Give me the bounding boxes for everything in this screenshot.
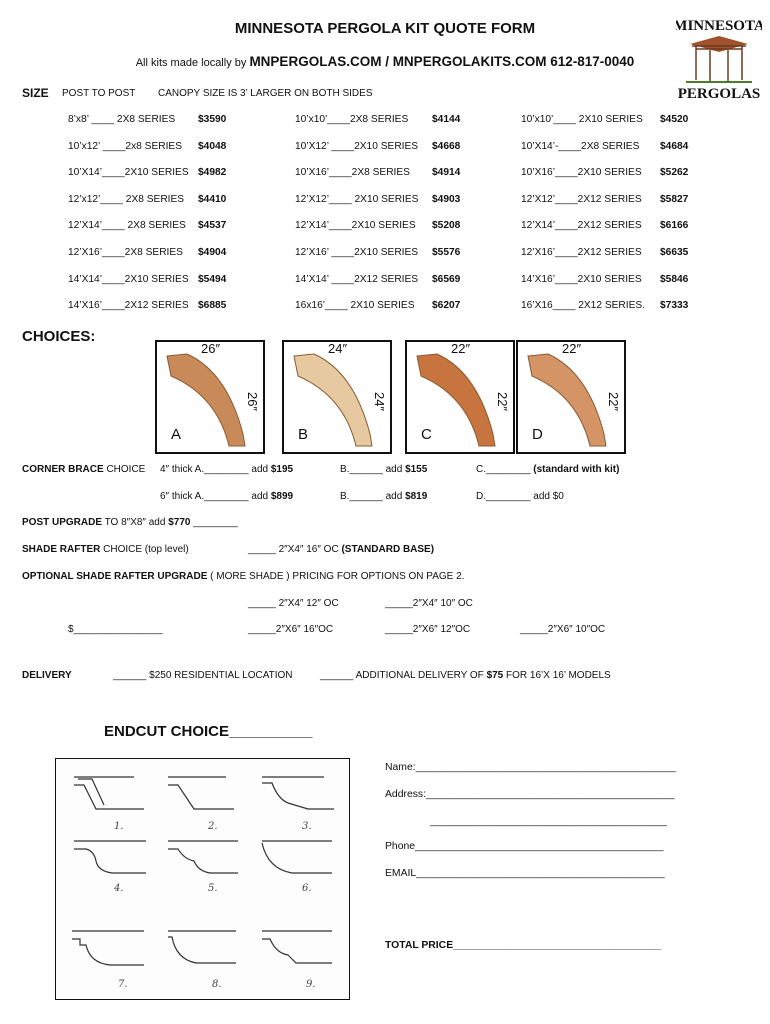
size-price-3-7: $5846: [660, 273, 689, 285]
size-price-3-5: $6166: [660, 220, 689, 232]
size-option-3-4[interactable]: 12’X12’____2X12 SERIES: [521, 193, 642, 205]
size-option-1-7[interactable]: 14’X14’____2X10 SERIES: [68, 273, 189, 285]
size-price-1-2: $4048: [198, 140, 227, 152]
website-and-phone: MNPERGOLAS.COM / MNPERGOLAKITS.COM 612-817-0040: [249, 54, 635, 69]
endcut-number-8: 8.: [212, 979, 222, 990]
shade-option-2x4-10[interactable]: _____2″X4″ 10″ OC: [385, 598, 473, 609]
size-option-3-3[interactable]: 10’X16’____2X10 SERIES: [521, 167, 642, 179]
size-option-1-5[interactable]: 12’X14’____ 2X8 SERIES: [68, 220, 186, 232]
size-option-3-1[interactable]: 10’x10’____ 2X10 SERIES: [521, 114, 643, 125]
size-price-1-8: $6885: [198, 300, 227, 312]
post-to-post-label: POST TO POST: [62, 88, 136, 99]
brace-side-dimension: 26″: [245, 391, 261, 412]
shade-price-blank[interactable]: $________________: [68, 624, 163, 635]
size-price-2-6: $5576: [432, 247, 461, 258]
size-price-1-6: $4904: [198, 247, 227, 258]
size-label: SIZE: [22, 86, 49, 100]
endcut-8-shape: [168, 931, 236, 963]
delivery-additional[interactable]: ______ ADDITIONAL DELIVERY OF $75 FOR 16’X 16’ MODELS: [320, 670, 611, 681]
brace-letter: A: [171, 426, 182, 443]
size-option-2-3[interactable]: 10’X16’____2X8 SERIES: [295, 167, 410, 179]
subtitle: [0, 54, 770, 69]
size-option-2-2[interactable]: 10’X12’ ____2X10 SERIES: [295, 140, 419, 152]
delivery-residential[interactable]: ______ $250 RESIDENTIAL LOCATION: [113, 670, 293, 681]
size-option-3-5[interactable]: 12’X14’____2X12 SERIES: [521, 220, 642, 232]
shade-option-2x4-12[interactable]: _____ 2″X4″ 12″ OC: [248, 598, 339, 609]
size-price-3-1: $4520: [660, 114, 689, 125]
endcut-7-shape: [72, 931, 144, 965]
canopy-note: CANOPY SIZE IS 3’ LARGER ON BOTH SIDES: [158, 88, 373, 99]
six-inch-option-b[interactable]: B.______ add $819: [340, 491, 428, 502]
brace-letter: B: [298, 426, 309, 443]
endcut-2-shape: [168, 777, 234, 809]
size-option-2-6[interactable]: 12’X16’ ____2X10 SERIES: [295, 247, 419, 258]
endcut-number-4: 4.: [114, 883, 124, 894]
brace-side-dimension: 22″: [495, 391, 511, 412]
endcut-number-7: 7.: [118, 979, 128, 990]
minnesota-pergolas-logo: [676, 14, 762, 102]
size-option-3-6[interactable]: 12’X16’____2X12 SERIES: [521, 247, 642, 258]
size-option-2-5[interactable]: 12’X14’____2X10 SERIES: [295, 220, 416, 232]
endcut-number-1: 1.: [114, 821, 124, 832]
brace-top-dimension: 26″: [201, 341, 221, 356]
four-inch-option-c[interactable]: C.________ (standard with kit): [476, 464, 620, 475]
brace-option-d[interactable]: [516, 340, 626, 454]
address-line-2-field[interactable]: _________________________________________: [430, 816, 667, 827]
logo-text-bottom: PERGOLAS: [677, 86, 761, 102]
size-price-1-3: $4982: [198, 167, 227, 179]
size-price-1-4: $4410: [198, 193, 227, 205]
size-price-1-1: $3590: [198, 114, 227, 125]
brace-letter: C: [421, 426, 432, 443]
size-price-2-8: $6207: [432, 300, 461, 312]
six-inch-option-a[interactable]: 6″ thick A.________ add $899: [160, 491, 294, 502]
endcut-choice-label[interactable]: ENDCUT CHOICE__________: [104, 723, 313, 740]
shade-rafter-label: SHADE RAFTER CHOICE (top level): [22, 544, 189, 555]
size-option-3-7[interactable]: 14’X16’____2X10 SERIES: [521, 273, 642, 285]
brace-top-dimension: 24″: [328, 341, 348, 356]
size-price-3-4: $5827: [660, 193, 689, 205]
size-price-1-5: $4537: [198, 220, 227, 232]
size-price-2-1: $4144: [432, 114, 461, 125]
size-price-2-7: $6569: [432, 273, 461, 285]
logo-text-top: MINNESOTA: [676, 18, 762, 34]
email-field[interactable]: EMAIL___________________________________________: [385, 868, 665, 879]
brace-option-b[interactable]: [282, 340, 392, 454]
size-option-2-8[interactable]: 16x16’____ 2X10 SERIES: [295, 300, 415, 312]
name-field[interactable]: Name:_____________________________________________: [385, 762, 676, 773]
size-price-2-3: $4914: [432, 167, 461, 179]
size-option-1-8[interactable]: 14’X16’____2X12 SERIES: [68, 300, 189, 312]
total-price-field[interactable]: TOTAL PRICE____________________________________: [385, 940, 662, 951]
brace-letter: D: [532, 426, 543, 443]
shade-option-2x6-12[interactable]: _____2″X6″ 12″OC: [385, 624, 471, 635]
made-local-text: All kits made locally by: [135, 57, 247, 69]
endcut-1-shape: [74, 777, 144, 809]
endcut-4-shape: [74, 841, 146, 873]
size-price-3-6: $6635: [660, 247, 689, 258]
size-option-2-4[interactable]: 12’X12’____ 2X10 SERIES: [295, 193, 419, 205]
delivery-label: DELIVERY: [22, 670, 72, 681]
address-field[interactable]: Address:___________________________________________: [385, 789, 675, 800]
size-price-1-7: $5494: [198, 273, 227, 285]
endcut-5-shape: [168, 841, 238, 873]
endcut-3-shape: [262, 777, 334, 809]
size-price-3-3: $5262: [660, 167, 689, 179]
size-option-1-3[interactable]: 10’X14’____2X10 SERIES: [68, 167, 189, 179]
shade-option-2x6-16[interactable]: _____2″X6″ 16″OC: [248, 624, 334, 635]
endcut-6-shape: [262, 841, 332, 873]
size-option-1-1[interactable]: 8’x8’ ____ 2X8 SERIES: [68, 114, 176, 125]
brace-top-dimension: 22″: [451, 341, 471, 356]
size-option-3-8[interactable]: 16’X16____ 2X12 SERIES.: [521, 300, 646, 312]
optional-shade-label: OPTIONAL SHADE RAFTER UPGRADE ( MORE SHADE ) PRICING FOR OPTIONS ON PAGE 2.: [22, 571, 465, 582]
shade-rafter-standard[interactable]: _____ 2″X4″ 16″ OC (STANDARD BASE): [248, 544, 435, 555]
phone-field[interactable]: Phone___________________________________________: [385, 841, 664, 852]
corner-brace-label: CORNER BRACE CHOICE: [22, 464, 146, 475]
endcut-1-line: [78, 779, 104, 805]
brace-option-a[interactable]: [155, 340, 265, 454]
four-inch-option-b[interactable]: B.______ add $155: [340, 464, 428, 475]
endcut-number-2: 2.: [208, 821, 218, 832]
brace-side-dimension: 24″: [372, 391, 388, 412]
size-option-1-4[interactable]: 12’x12’____ 2X8 SERIES: [68, 193, 185, 205]
size-price-2-4: $4903: [432, 193, 461, 205]
size-option-2-1[interactable]: 10’x10’____2X8 SERIES: [295, 114, 409, 125]
endcut-number-5: 5.: [208, 883, 218, 894]
size-option-2-7[interactable]: 14’X14’ ____2X12 SERIES: [295, 273, 419, 285]
shade-option-2x6-10[interactable]: _____2″X6″ 10″OC: [520, 624, 606, 635]
size-price-3-2: $4684: [660, 140, 689, 152]
size-price-2-2: $4668: [432, 140, 461, 152]
size-option-3-2[interactable]: 10’X14’-____2X8 SERIES: [521, 140, 640, 152]
six-inch-option-d[interactable]: D.________ add $0: [476, 491, 564, 502]
endcut-number-6: 6.: [302, 883, 312, 894]
brace-option-c[interactable]: [405, 340, 515, 454]
form-title: MINNESOTA PERGOLA KIT QUOTE FORM: [234, 20, 536, 37]
post-upgrade-row[interactable]: POST UPGRADE TO 8″X8″ add $770 ________: [22, 517, 238, 528]
size-price-3-8: $7333: [660, 300, 689, 312]
endcut-number-3: 3.: [302, 821, 312, 832]
brace-side-dimension: 22″: [606, 391, 622, 412]
brace-top-dimension: 22″: [562, 341, 582, 356]
endcut-9-shape: [262, 931, 332, 963]
endcut-diagram: [55, 758, 350, 1000]
size-option-1-2[interactable]: 10’x12’ ____2x8 SERIES: [68, 140, 183, 152]
size-option-1-6[interactable]: 12’X16’____2X8 SERIES: [68, 247, 183, 258]
size-price-2-5: $5208: [432, 220, 461, 232]
four-inch-option-a[interactable]: 4″ thick A.________ add $195: [160, 464, 294, 475]
choices-label: CHOICES:: [22, 328, 96, 345]
endcut-number-9: 9.: [306, 979, 316, 990]
